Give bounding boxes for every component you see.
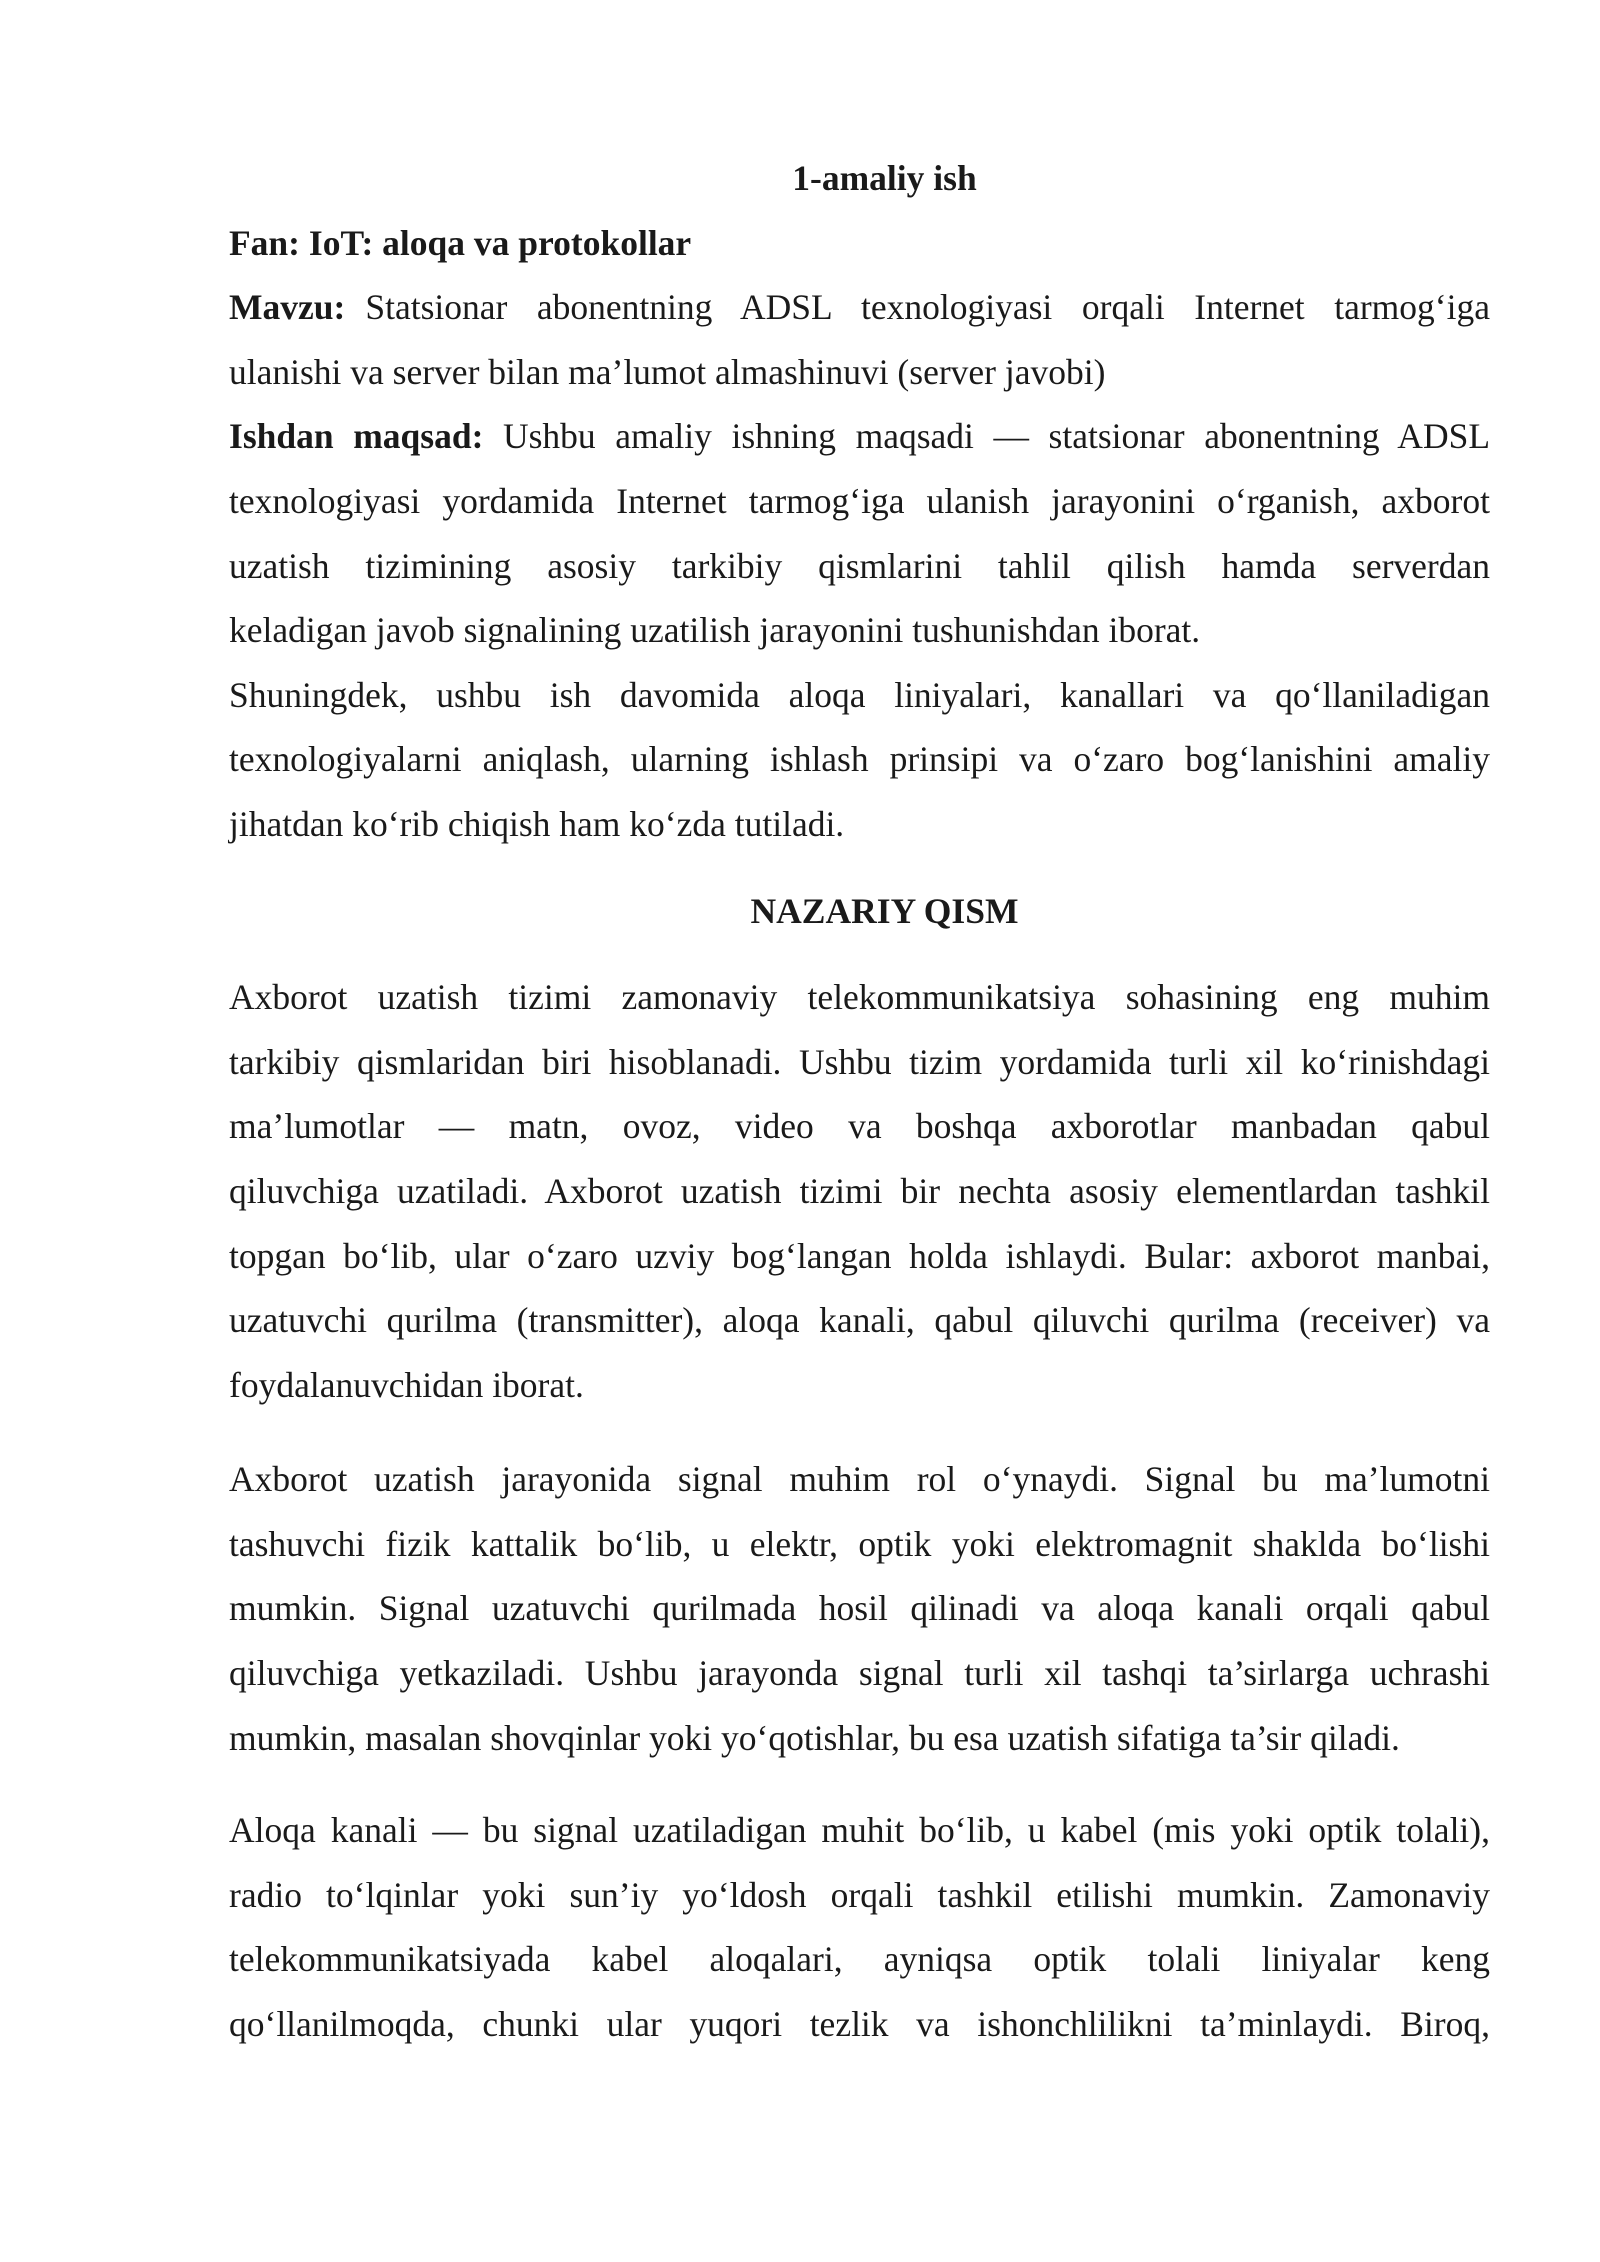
mavzu-text-1: Statsionar abonentning ADSL texnologiyasi orqali Internet tarmog‘iga — [365, 287, 1490, 328]
mavzu-line-2: ulanishi va server bilan ma’lumot almashinuvi (server javobi) — [229, 351, 1106, 392]
paragraph-line: Axborot uzatish jarayonida signal muhim rol o‘ynaydi. Signal bu ma’lumotni — [229, 1459, 1490, 1500]
paragraph-line: ma’lumotlar — matn, ovoz, video va boshqa axborotlar manbadan qabul — [229, 1106, 1490, 1147]
shuningdek-line-3: jihatdan ko‘rib chiqish ham ko‘zda tutiladi. — [229, 803, 845, 844]
paragraph-line: Axborot uzatish tizimi zamonaviy telekommunikatsiya sohasining eng muhim — [229, 977, 1490, 1018]
shuningdek-line-1: Shuningdek, ushbu ish davomida aloqa liniyalari, kanallari va qo‘llaniladigan — [229, 674, 1490, 715]
mavzu-label: Mavzu: — [229, 287, 346, 328]
maqsad-label: Ishdan maqsad: — [229, 416, 484, 457]
paragraph-line: topgan bo‘lib, ular o‘zaro uzviy bog‘langan holda ishlaydi. Bular: axborot manbai, — [229, 1235, 1490, 1276]
paragraph-line: mumkin. Signal uzatuvchi qurilmada hosil qilinadi va aloqa kanali orqali qabul — [229, 1588, 1490, 1629]
fan-line — [229, 211, 1490, 276]
shuningdek-line-2: texnologiyalarni aniqlash, ularning ishlash prinsipi va o‘zaro bog‘lanishini amaliy — [229, 739, 1490, 780]
paragraph-line: qiluvchiga yetkaziladi. Ushbu jarayonda signal turli xil tashqi ta’sirlarga uchrashi — [229, 1653, 1490, 1694]
maqsad-line-4: keladigan javob signalining uzatilish jarayonini tushunishdan iborat. — [229, 610, 1201, 651]
paragraph-3 — [229, 1798, 1490, 2056]
document-title: 1-amaliy ish — [792, 158, 977, 198]
maqsad-line-3: uzatish tizimining asosiy tarkibiy qismlarini tahlil qilish hamda serverdan — [229, 545, 1490, 586]
paragraph-1 — [229, 965, 1490, 1417]
section-heading: NAZARIY QISM — [750, 890, 1019, 931]
mavzu-line-1 — [229, 275, 1490, 340]
paragraph-2 — [229, 1447, 1490, 1770]
maqsad-line-1 — [229, 404, 1490, 469]
fan-label: Fan: — [229, 222, 300, 263]
paragraph-line: uzatuvchi qurilma (transmitter), aloqa kanali, qabul qiluvchi qurilma (receiver) va — [229, 1300, 1490, 1341]
paragraph-line: mumkin, masalan shovqinlar yoki yo‘qotishlar, bu esa uzatish sifatiga ta’sir qiladi. — [229, 1717, 1400, 1758]
document-page — [229, 146, 1490, 2057]
paragraph-line: tarkibiy qismlaridan biri hisoblanadi. Ushbu tizim yordamida turli xil ko‘rinishdagi — [229, 1041, 1490, 1082]
paragraph-line: Aloqa kanali — bu signal uzatiladigan muhit bo‘lib, u kabel (mis yoki optik tolali), — [229, 1810, 1490, 1851]
fan-value: IoT: aloqa va protokollar — [308, 222, 692, 263]
maqsad-line-2: texnologiyasi yordamida Internet tarmog‘iga ulanish jarayonini o‘rganish, axborot — [229, 480, 1490, 521]
paragraph-line: radio to‘lqinlar yoki sun’iy yo‘ldosh orqali tashkil etilishi mumkin. Zamonaviy — [229, 1874, 1490, 1915]
paragraph-line: foydalanuvchidan iborat. — [229, 1364, 584, 1405]
paragraph-line: tashuvchi fizik kattalik bo‘lib, u elektr, optik yoki elektromagnit shaklda bo‘lishi — [229, 1523, 1490, 1564]
paragraph-line: qiluvchiga uzatiladi. Axborot uzatish tizimi bir nechta asosiy elementlardan tashkil — [229, 1170, 1490, 1211]
maqsad-text-1: Ushbu amaliy ishning maqsadi — statsionar abonentning ADSL — [502, 416, 1491, 457]
paragraph-line: telekommunikatsiyada kabel aloqalari, ayniqsa optik tolali liniyalar keng — [229, 1939, 1490, 1980]
paragraph-line: qo‘llanilmoqda, chunki ular yuqori tezlik va ishonchlilikni ta’minlaydi. Biroq, — [229, 2004, 1490, 2045]
